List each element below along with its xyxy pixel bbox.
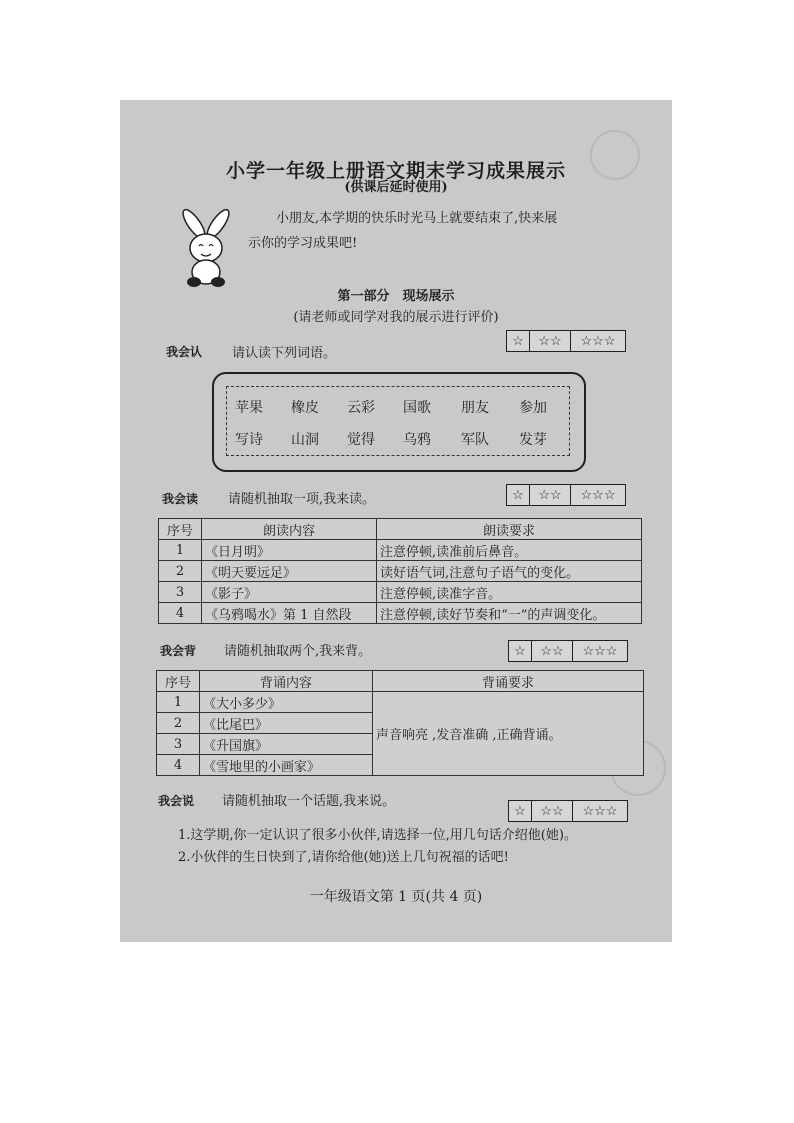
word: 觉得 — [347, 432, 375, 448]
speak-topic-1: 1.这学期,你一定认识了很多小伙伴,请选择一位,用几句话介绍他(她)。 — [178, 828, 577, 843]
read-content: 《明天要远足》 — [202, 561, 377, 582]
word: 橡皮 — [291, 400, 319, 416]
read-requirement: 注意停顿,读准前后鼻音。 — [377, 540, 642, 561]
row-number: 1 — [157, 692, 200, 713]
star-icon: ☆☆☆ — [580, 487, 616, 503]
speak-label: 我会说 — [158, 794, 195, 808]
page-footer: 一年级语文第 1 页(共 4 页) — [309, 889, 483, 905]
speak-topic-2: 2.小伙伴的生日快到了,请你给他(她)送上几句祝福的话吧! — [178, 850, 509, 865]
recite-instruction: 请随机抽取两个,我来背。 — [224, 644, 372, 659]
read-content: 《乌鸦喝水》第 1 自然段 — [202, 603, 377, 624]
page-title: 小学一年级上册语文期末学习成果展示 — [225, 160, 566, 182]
rabbit-icon — [172, 206, 242, 288]
table-row — [159, 582, 642, 603]
word: 朋友 — [461, 400, 489, 416]
word: 云彩 — [347, 400, 375, 416]
recite-content: 《比尾巴》 — [200, 713, 373, 734]
table-header-row — [157, 671, 644, 692]
row-number: 3 — [157, 734, 200, 755]
star-icon: ☆☆ — [530, 485, 571, 505]
read-table — [158, 518, 642, 624]
word: 山洞 — [291, 432, 319, 448]
star-icon: ☆ — [509, 641, 532, 661]
table-header-row — [159, 519, 642, 540]
recognize-instruction: 请认读下列词语。 — [232, 346, 337, 361]
star-icon: ☆☆☆ — [582, 643, 618, 659]
table-header: 背诵内容 — [200, 671, 373, 692]
star-icon: ☆☆ — [532, 641, 573, 661]
row-number: 2 — [157, 713, 200, 734]
row-number: 4 — [159, 603, 202, 624]
star-icon: ☆ — [509, 801, 532, 821]
table-header: 朗读内容 — [202, 519, 377, 540]
table-row — [159, 561, 642, 582]
row-number: 4 — [157, 755, 200, 776]
row-number: 3 — [159, 582, 202, 603]
recite-content: 《大小多少》 — [200, 692, 373, 713]
star-icon: ☆ — [507, 485, 530, 505]
read-content: 《影子》 — [202, 582, 377, 603]
read-instruction: 请随机抽取一项,我来读。 — [228, 492, 376, 507]
read-requirement: 注意停顿,读准字音。 — [377, 582, 642, 603]
recite-table — [156, 670, 644, 776]
part-subtitle: (请老师或同学对我的展示进行评价) — [293, 310, 499, 325]
star-icon: ☆☆ — [532, 801, 573, 821]
table-row — [159, 540, 642, 561]
word: 苹果 — [235, 400, 263, 416]
read-content: 《日月明》 — [202, 540, 377, 561]
row-number: 2 — [159, 561, 202, 582]
rating-box — [506, 330, 626, 352]
star-icon: ☆☆ — [530, 331, 571, 351]
row-number: 1 — [159, 540, 202, 561]
word-box — [212, 372, 586, 472]
intro-text-2: 示你的学习成果吧! — [248, 236, 358, 251]
word-box-inner — [226, 386, 570, 456]
star-icon: ☆ — [507, 331, 530, 351]
table-row — [157, 692, 644, 713]
word: 国歌 — [403, 400, 431, 416]
recognize-label: 我会认 — [166, 345, 203, 359]
recite-requirement: 声音响亮 ,发音准确 ,正确背诵。 — [373, 692, 644, 776]
star-icon: ☆☆☆ — [582, 803, 618, 819]
recite-content: 《升国旗》 — [200, 734, 373, 755]
exam-paper — [120, 100, 672, 942]
table-header: 朗读要求 — [377, 519, 642, 540]
read-requirement: 读好语气词,注意句子语气的变化。 — [377, 561, 642, 582]
speak-instruction: 请随机抽取一个话题,我来说。 — [222, 794, 396, 809]
table-header: 序号 — [157, 671, 200, 692]
word: 发芽 — [519, 432, 547, 448]
recite-content: 《雪地里的小画家》 — [200, 755, 373, 776]
read-requirement: 注意停顿,读好节奏和“一”的声调变化。 — [377, 603, 642, 624]
table-header: 序号 — [159, 519, 202, 540]
star-icon: ☆☆☆ — [580, 333, 616, 349]
table-row — [159, 603, 642, 624]
word: 参加 — [519, 400, 547, 416]
word: 军队 — [461, 432, 489, 448]
page-subtitle: (供课后延时使用) — [344, 180, 448, 195]
recite-label: 我会背 — [160, 644, 197, 658]
read-label: 我会读 — [162, 492, 199, 506]
word: 乌鸦 — [403, 432, 431, 448]
rating-box — [508, 640, 628, 662]
table-header: 背诵要求 — [373, 671, 644, 692]
part-title: 第一部分 现场展示 — [337, 289, 455, 304]
intro-text: 小朋友,本学期的快乐时光马上就要结束了,快来展 — [276, 211, 558, 226]
word: 写诗 — [235, 432, 263, 448]
rating-box — [508, 800, 628, 822]
rating-box — [506, 484, 626, 506]
